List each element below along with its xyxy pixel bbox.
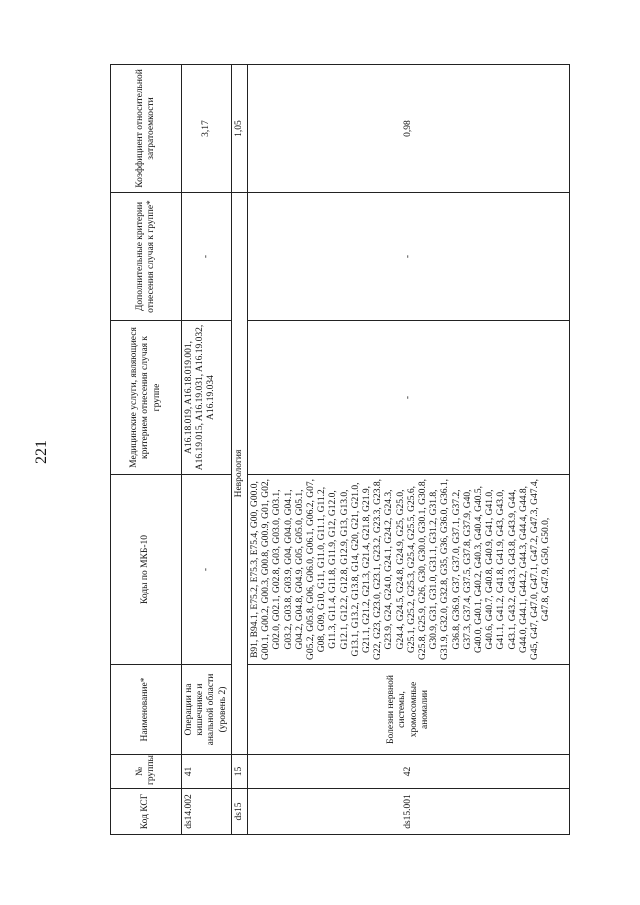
cell-medical-services: -	[248, 321, 570, 475]
header-ksg-code: Код КСГ	[111, 789, 182, 835]
cell-coefficient: 3,17	[182, 65, 232, 193]
cell-extra-criteria: -	[248, 193, 570, 321]
cell-ksg-code: ds15	[231, 789, 247, 835]
table-row-ds15	[231, 65, 247, 835]
header-row	[111, 65, 182, 835]
header-group-number: № группы	[111, 755, 182, 789]
cell-name: Операции на кишечнике и анальной области (уровень 2)	[182, 665, 232, 755]
header-mkb-codes: Коды по МКБ-10	[111, 475, 182, 665]
cell-mkb-codes: B91, B94.1, E75.2, E75.3, E75.4, G00, G00.0, G00.1, G00.2, G00.3, G00.8, G00.9, G01, G02, G02.0, G02.1, G02.8, G03, G03.0, G03.1, G03.2, G03.8, G03.9, G04, G04.0, G04.1, G04.2, G04.8, G04.9, G05, G05.0, G05.1, G05.2, G05.8, G06, G06.0, G06.1, G06.2, G07, G08, G09, G10, G11, G11.0, G11.1, G11.2, G11.3, G11.4, G11.8, G11.9, G12, G12.0, G12.1, G12.2, G12.8, G12.9, G13, G13.0, G13.1, G13.2, G13.8, G14, G20, G21, G21.0, G21.1, G21.2, G21.3, G21.4, G21.8, G21.9, G22, G23, G23.0, G23.1, G23.2, G23.3, G23.8, G23.9, G24, G24.0, G24.1, G24.2, G24.3, G24.4, G24.5, G24.8, G24.9, G25, G25.0, G25.1, G25.2, G25.3, G25.4, G25.5, G25.6, G25.8, G25.9, G26, G30, G30.0, G30.1, G30.8, G30.9, G31, G31.0, G31.1, G31.2, G31.8, G31.9, G32.0, G32.8, G35, G36, G36.0, G36.1, G36.8, G36.9, G37, G37.0, G37.1, G37.2, G37.3, G37.4, G37.5, G37.8, G37.9, G40, G40.0, G40.1, G40.2, G40.3, G40.4, G40.5, G40.6, G40.7, G40.8, G40.9, G41, G41.0, G41.1, G41.2, G41.8, G41.9, G43, G43.0, G43.1, G43.2, G43.3, G43.8, G43.9, G44, G44.0, G44.1, G44.2, G44.3, G44.4, G44.8, G45, G47, G47.0, G47.1, G47.2, G47.3, G47.4, G47.8, G47.9, G50, G50.0,	[248, 475, 570, 665]
cell-extra-criteria: -	[182, 193, 232, 321]
table-row-ds15-001	[248, 65, 570, 835]
cell-mkb-codes: -	[182, 475, 232, 665]
cell-name: Болезни нервной системы, хромосомные аномалии	[248, 665, 570, 755]
cell-coefficient: 0,98	[248, 65, 570, 193]
header-medical-services: Медицинские услуги, являющиеся критерием отнесения случая к группе	[111, 321, 182, 475]
header-coefficient: Коэффициент относительной затратоемкости	[111, 65, 182, 193]
cell-medical-services: A16.18.019, A16.18.019.001, A16.19.015, A16.19.031, A16.19.032, A16.19.034	[182, 321, 232, 475]
cell-ksg-code: ds14.002	[182, 789, 232, 835]
ksg-table	[110, 64, 570, 835]
ksg-table-container	[110, 65, 570, 835]
header-extra-criteria: Дополнительные критерии отнесения случая к группе*	[111, 193, 182, 321]
cell-profile-name: Неврология	[231, 193, 247, 755]
page-number: 221	[33, 440, 50, 464]
cell-group-number: 41	[182, 755, 232, 789]
cell-group-number: 15	[231, 755, 247, 789]
cell-coefficient: 1,05	[231, 65, 247, 193]
cell-group-number: 42	[248, 755, 570, 789]
table-row-ds14-002	[182, 65, 232, 835]
cell-ksg-code: ds15.001	[248, 789, 570, 835]
header-name: Наименование*	[111, 665, 182, 755]
